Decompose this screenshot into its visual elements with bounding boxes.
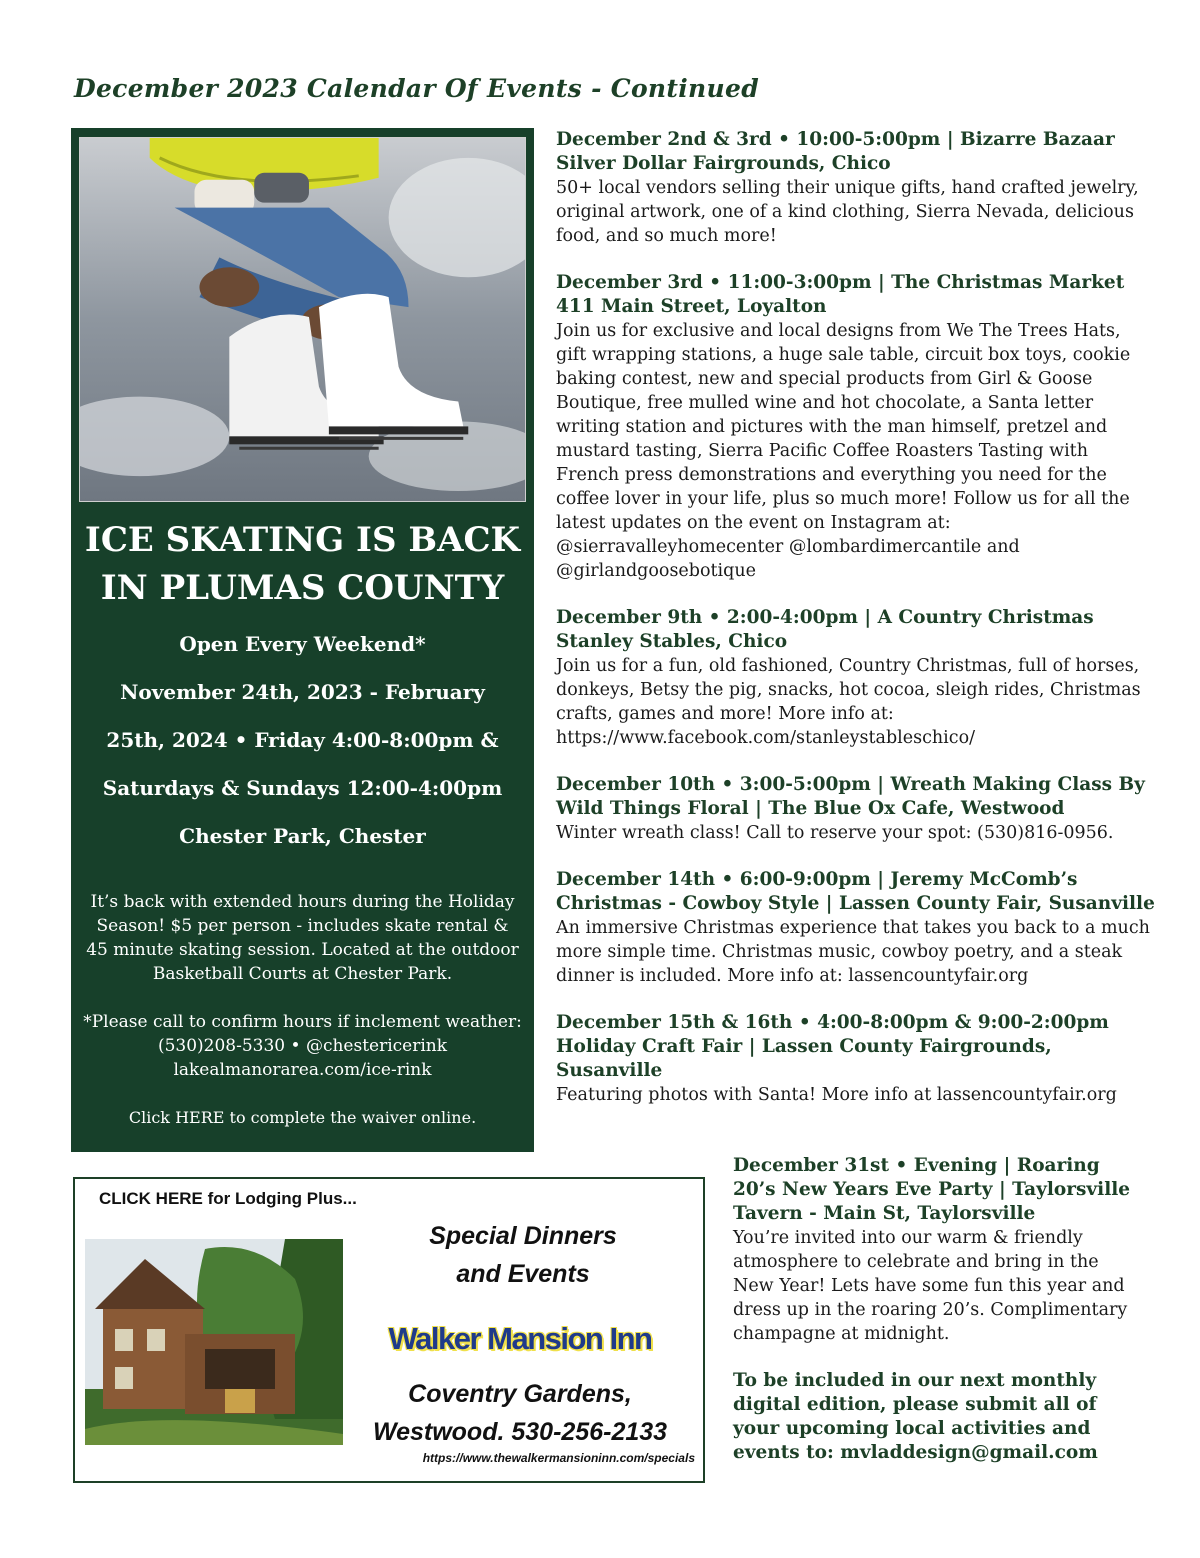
ad-dinners-line: and Events [456,1260,590,1288]
event-description: Join us for a fun, old fashioned, Country Christmas, full of horses, donkeys, Betsy the pig, snacks, hot cocoa, sleigh rides, Christmas crafts, games and more! More info at: https://www.facebook.com/stanleystableschico/ [556,656,1141,748]
ice-skating-promo [71,128,534,1152]
inn-building-photo [85,1239,343,1445]
event-description: Winter wreath class! Call to reserve your spot: (530)816-0956. [556,823,1114,843]
lodging-link[interactable]: CLICK HERE for Lodging Plus... [99,1189,357,1208]
ad-location-line: Coventry Gardens, [408,1380,632,1408]
event-description: Join us for exclusive and local designs from We The Trees Hats, gift wrapping stations, a huge sale table, circuit box toys, cookie baking contest, new and special products from Girl & Goose Boutique, free mulled wine and hot chocolate, a Santa letter writing station and pictures with the man himself, pretzel and mustard tasting, Sierra Pacific Coffee Roasters Tasting with French press demonstrations and everything you need for the coffee lover in your life, plus so much more! Follow us for all the latest updates on the event on Instagram at: @sierravalleyhomecenter @lombardimercantile and @girlandgoosebotique [556,321,1131,581]
promo-schedule-line: November 24th, 2023 - February [120,680,485,704]
promo-schedule-line: 25th, 2024 • Friday 4:00-8:00pm & [106,728,499,752]
waiver-link[interactable]: Click HERE to complete the waiver online. [128,1108,477,1127]
event-heading: December 2nd & 3rd • 10:00-5:00pm | Bizarre Bazaar Silver Dollar Fairgrounds, Chico [556,129,1115,174]
promo-title [71,516,534,612]
promo-title-line-2: IN PLUMAS COUNTY [100,568,505,608]
promo-contact [71,1010,534,1082]
ice-skates-photo [79,137,526,502]
promo-title-line-1: ICE SKATING IS BACK [84,520,521,560]
event-description: You’re invited into our warm & friendly atmosphere to celebrate and bring in the New Year! Lets have some fun this year and dress up in the roaring 20’s. Complimentary champagne at midnight. [733,1228,1128,1344]
event-heading: December 14th • 6:00-9:00pm | Jeremy McComb’s Christmas - Cowboy Style | Lassen County Fair, Susanville [556,869,1155,914]
event-item [556,128,1156,248]
event-description: Featuring photos with Santa! More info at lassencountyfair.org [556,1085,1117,1105]
event-heading: December 9th • 2:00-4:00pm | A Country Christmas Stanley Stables, Chico [556,607,1094,652]
lower-events [733,1154,1143,1465]
promo-schedule-line: Saturdays & Sundays 12:00-4:00pm [102,776,503,800]
promo-schedule [71,620,534,860]
event-item [556,773,1156,845]
event-item [556,606,1156,750]
event-item [556,271,1156,583]
event-item [556,868,1156,988]
event-item [556,1011,1156,1107]
inn-logo: Walker Mansion Inn [388,1321,652,1356]
ad-dinners-text [383,1217,663,1293]
event-heading: December 10th • 3:00-5:00pm | Wreath Making Class By Wild Things Floral | The Blue Ox Cafe, Westwood [556,774,1145,819]
events-list [556,128,1156,1130]
submission-note: To be included in our next monthly digital edition, please submit all of your upcoming local activities and events to: mvladdesign@gmail.com [733,1370,1098,1463]
inn-website-link[interactable]: https://www.thewalkermansioninn.com/specials [422,1451,695,1465]
promo-schedule-line: Open Every Weekend* [179,632,426,656]
promo-phone-handle: (530)208-5330 • @chestericerink [157,1036,448,1056]
event-description: 50+ local vendors selling their unique gifts, hand crafted jewelry, original artwork, one of a kind clothing, Sierra Nevada, delicious food, and so much more! [556,178,1139,246]
promo-details [71,890,534,1154]
ad-location [345,1375,695,1451]
event-heading: December 3rd • 11:00-3:00pm | The Christmas Market 411 Main Street, Loyalton [556,272,1125,317]
ad-dinners-line: Special Dinners [429,1222,617,1250]
promo-weather-note: *Please call to confirm hours if inclement weather: [83,1012,522,1032]
lodging-ad[interactable] [73,1177,705,1483]
promo-website-link[interactable]: lakealmanorarea.com/ice-rink [173,1060,432,1080]
promo-description: It’s back with extended hours during the Holiday Season! $5 per person - includes skate rental & 45 minute skating session. Located at the outdoor Basketball Courts at Chester Park. [86,892,519,984]
event-heading: December 15th & 16th • 4:00-8:00pm & 9:00-2:00pm Holiday Craft Fair | Lassen County Fairgrounds, Susanville [556,1012,1109,1081]
event-description: An immersive Christmas experience that takes you back to a much more simple time. Christmas music, cowboy poetry, and a steak dinner is included. More info at: lassencountyfair.org [556,918,1150,986]
page-title: December 2023 Calendar Of Events - Continued [74,74,759,103]
event-heading: December 31st • Evening | Roaring 20’s New Years Eve Party | Taylorsville Tavern - Main St, Taylorsville [733,1155,1131,1224]
ad-phone-line: Westwood. 530-256-2133 [372,1418,668,1446]
promo-schedule-line: Chester Park, Chester [179,824,426,848]
